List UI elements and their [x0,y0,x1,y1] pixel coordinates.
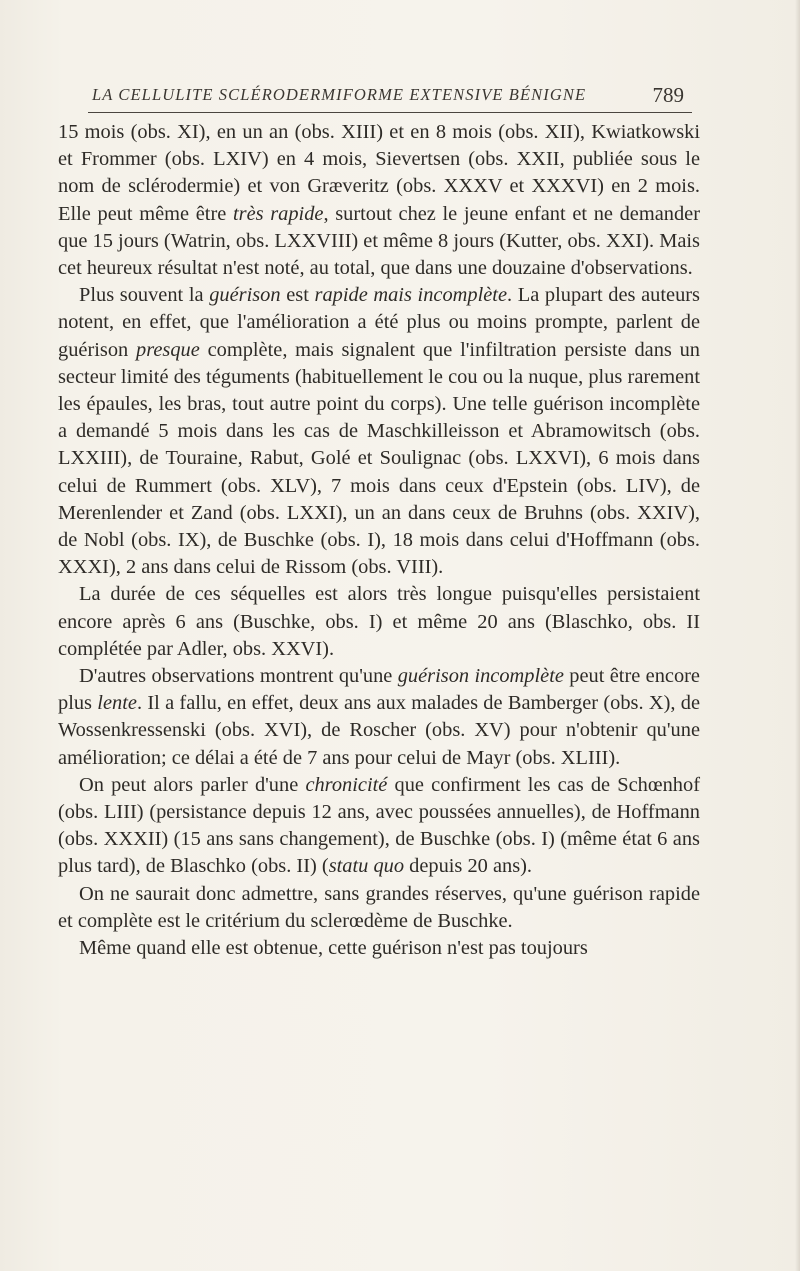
scan-edge-shadow [795,0,800,1271]
italic-text: guérison [209,284,281,307]
italic-text: presque [136,338,200,361]
text-run: On peut alors parler d'une [79,773,306,796]
italic-text: très rapide [232,202,324,225]
page-number: 789 [652,83,684,107]
text-run: 15 mois (obs. XI), en un an (obs. XIII) et en 8 mois (obs. XII), Kwiatkowski et Frommer (obs. LXIV) en 4 mois, Sievertsen (obs. XXII, publiée sous le nom de sclérodermie) et von Græveritz (obs. XXXV et XXXVI) en 2 mois. Elle peut même être [58,121,700,225]
text-run: D'autres observations montrent qu'une [79,665,398,688]
text-run: complète, mais signalent que l'infiltration persiste dans un secteur limité des téguments (habituellement le cou ou la nuque, plus rarement les épaules, les bras, tout autre point du corps). Une telle guérison incomplète a demandé 5 mois dans les cas de Maschkilleisson et Abramowitsch (obs. LXXIII), de Touraine, Rabut, Golé et Soulignac (obs. LXXVI), 6 mois dans celui de Rummert (obs. XLV), 7 mois dans ceux d'Epstein (obs. LIV), de Merenlender et Zand (obs. LXXI), un an dans ceux de Bruhns (obs. XXIV), de Nobl (obs. IX), de Buschke (obs. I), 18 mois dans celui d'Hoffmann (obs. XXXI), 2 ans dans celui de Rissom (obs. VIII). [58,338,700,579]
text-run: depuis 20 ans). [404,855,533,878]
paragraph [58,282,700,581]
italic-text: statu quo [328,855,405,878]
text-run: que confirment les cas de Schœnhof (obs. LIII) (persistance depuis 12 ans, avec poussées annuelles), de Hoffmann (obs. XXXII) (15 ans sans changement), de Buschke (obs. I) (même état 6 ans plus tard), de Blaschko (obs. II) ( [58,773,700,878]
text-run: Même quand elle est obtenue, cette guérison n'est pas toujours [79,937,588,960]
italic-text: lente [97,692,137,715]
body-text [58,119,700,962]
header-rule [88,112,692,113]
paragraph [58,935,700,962]
text-run: peut être encore plus [58,665,700,715]
paragraph [58,772,700,881]
running-title: LA CELLULITE SCLÉRODERMIFORME EXTENSIVE BÉNIGNE [92,85,587,104]
text-run: Plus souvent la [79,284,210,307]
text-run: . La plupart des auteurs notent, en effet, que l'amélioration a été plus ou moins prompte, parlent de guérison [58,284,700,361]
text-run: , surtout chez le jeune enfant et ne demander que 15 jours (Watrin, obs. LXXVIII) et même 8 jours (Kutter, obs. XXI). Mais cet heureux résultat n'est noté, au total, que dans une douzaine d'observations. [58,202,700,280]
text-run: La durée de ces séquelles est alors très longue puisqu'elles persistaient encore après 6 ans (Buschke, obs. I) et même 20 ans (Blaschko, obs. II complétée par Adler, obs. XXVI). [58,583,700,660]
text-run: est [280,284,315,307]
paragraph [58,881,700,935]
paragraph [58,581,700,663]
text-run: . Il a fallu, en effet, deux ans aux malades de Bamberger (obs. X), de Wossenkressenski (obs. XVI), de Roscher (obs. XV) pour n'obtenir qu'une amélioration; ce délai a été de 7 ans pour celui de Mayr (obs. XLIII). [58,692,701,769]
text-run: On ne saurait donc admettre, sans grandes réserves, qu'une guérison rapide et complète est le critérium du sclerœdème de Buschke. [58,882,700,932]
paragraph [58,119,700,282]
page-header [92,76,684,110]
paragraph [58,663,700,772]
italic-text: rapide mais incomplète [314,284,508,307]
italic-text: guérison incomplète [397,665,564,688]
italic-text: chronicité [305,773,388,796]
